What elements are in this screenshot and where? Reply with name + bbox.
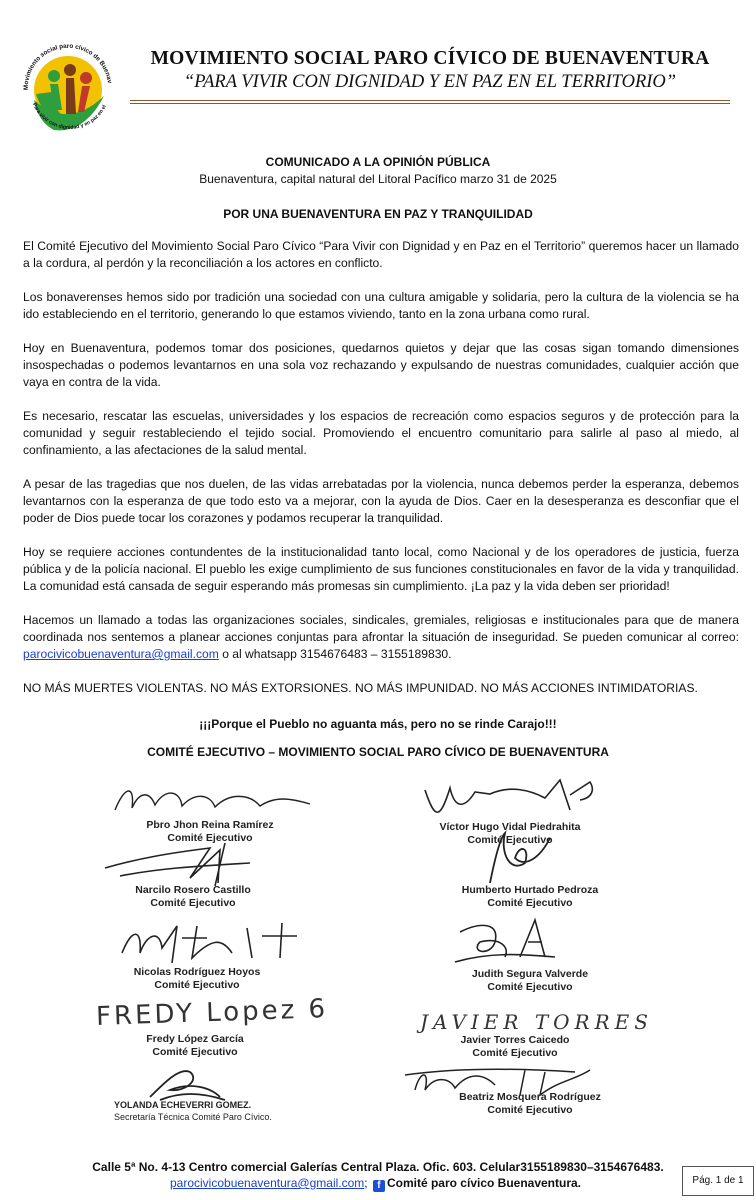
committee-heading: COMITÉ EJECUTIVO – MOVIMIENTO SOCIAL PARO CÍVICO DE BUENAVENTURA bbox=[147, 745, 609, 759]
org-title: MOVIMIENTO SOCIAL PARO CÍVICO DE BUENAVENTURA bbox=[150, 48, 710, 69]
org-subtitle: “PARA VIVIR CON DIGNIDAD Y EN PAZ EN EL TERRITORIO” bbox=[183, 72, 677, 92]
signatory-role: Comité Ejecutivo bbox=[154, 979, 240, 991]
logo-text-bottom: Para vivir con dignidad y en paz en el bbox=[30, 102, 108, 131]
movement-logo bbox=[14, 34, 122, 142]
communique-place-date: Buenaventura, capital natural del Litoral Pacífico marzo 31 de 2025 bbox=[199, 172, 557, 186]
paragraph: A pesar de las tragedias que nos duelen, de las vidas arrebatadas por la violencia, nunca debemos perder la esperanza, debemos levantarnos con la esperanza de que todo esto va a mejorar, con la ayuda de Dios. Caer en la desesperanza es desconfiar que el poder de Dios puede tocar los corazones y podamos recuperar la tranquilidad. bbox=[23, 477, 739, 525]
secretaria-block bbox=[114, 1099, 272, 1123]
signature-torres: JAVIER TORRES bbox=[420, 1010, 653, 1034]
signatory-block bbox=[108, 884, 278, 910]
signature-hurtado bbox=[470, 828, 560, 888]
signatory-name: Narcilo Rosero Castillo bbox=[135, 884, 251, 896]
signatory-name: Pbro Jhon Reina Ramírez bbox=[146, 819, 274, 831]
footer-email-link[interactable]: parocivicobuenaventura@gmail.com bbox=[170, 1176, 365, 1190]
secretaria-role: Secretaría Técnica Comité Paro Cívico. bbox=[114, 1112, 272, 1122]
signatory-role: Comité Ejecutivo bbox=[487, 1104, 573, 1116]
logo-text-top: Movimiento social paro cívico de Buenav bbox=[22, 42, 113, 91]
signatory-role: Comité Ejecutivo bbox=[167, 832, 253, 844]
communique-body bbox=[23, 238, 739, 714]
signature-rodriguez bbox=[112, 918, 312, 968]
page-number: Pág. 1 de 1 bbox=[682, 1166, 754, 1196]
signatory-name: Judith Segura Valverde bbox=[471, 968, 589, 980]
contact-email-link[interactable]: parocivicobuenaventura@gmail.com bbox=[23, 647, 219, 661]
paragraph: Los bonaverenses hemos sido por tradición una sociedad con una cultura amigable y solidaria, pero la cultura de la violencia se ha ido estableciendo en el territorio, generando lo que estamos viviendo, tanto en la zona urbana como rural. bbox=[23, 290, 739, 321]
closing-line: NO MÁS MUERTES VIOLENTAS. NO MÁS EXTORSIONES. NO MÁS IMPUNIDAD. NO MÁS ACCIONES INTIMIDATORIAS. bbox=[23, 681, 698, 695]
signatory-role: Comité Ejecutivo bbox=[487, 981, 573, 993]
signatory-name: Nicolas Rodríguez Hoyos bbox=[133, 966, 261, 978]
communique-heading: POR UNA BUENAVENTURA EN PAZ Y TRANQUILIDAD bbox=[223, 207, 533, 221]
signatory-block bbox=[440, 884, 620, 910]
footer-contact bbox=[170, 1176, 581, 1192]
signature-segura bbox=[450, 912, 560, 967]
header-divider-second bbox=[130, 103, 730, 104]
footer-facebook[interactable]: Comité paro cívico Buenaventura. bbox=[386, 1176, 582, 1190]
signatory-name: Humberto Hurtado Pedroza bbox=[461, 884, 599, 896]
signatory-role: Comité Ejecutivo bbox=[472, 1047, 558, 1059]
signatory-block bbox=[430, 1034, 600, 1060]
signature-rosero bbox=[100, 838, 270, 888]
signature-reina bbox=[110, 780, 320, 820]
signature-echeverri bbox=[140, 1062, 230, 1102]
signatory-block bbox=[440, 968, 620, 994]
signatory-role: Comité Ejecutivo bbox=[150, 897, 236, 909]
signatory-block bbox=[112, 966, 282, 992]
signatory-name: Fredy López García bbox=[146, 1033, 244, 1045]
signature-lopez: FREDY Lopez 6 bbox=[95, 993, 329, 1033]
signatory-name: Beatriz Mosquera Rodríguez bbox=[459, 1091, 601, 1103]
signatory-role: Comité Ejecutivo bbox=[152, 1046, 238, 1058]
signatory-name: Javier Torres Caicedo bbox=[460, 1034, 570, 1046]
signatory-name: Víctor Hugo Vidal Piedrahita bbox=[439, 821, 581, 833]
footer-separator: ; bbox=[364, 1176, 368, 1190]
paragraph: Es necesario, rescatar las escuelas, universidades y los espacios de recreación como espacios seguros y de protección para la comunidad y seguir restableciendo el tejido social. Promoviendo el encuentro comunitario para salirle al paso al miedo, al confinamiento, a las afectaciones de la salud mental. bbox=[23, 409, 739, 457]
signatory-role: Comité Ejecutivo bbox=[467, 834, 553, 846]
facebook-icon: f bbox=[373, 1180, 385, 1192]
signatory-block bbox=[430, 1091, 630, 1117]
contact-text: Hacemos un llamado a todas las organizaciones sociales, sindicales, gremiales, religiosas e institucionales para que de manera coordinada nos sentemos a planear acciones conjuntas para afrontar la situación de inseguridad. Se pueden comunicar al correo: bbox=[23, 613, 739, 644]
secretaria-name: YOLANDA ECHEVERRI GOMEZ. bbox=[114, 1100, 252, 1110]
paragraph: El Comité Ejecutivo del Movimiento Social Paro Cívico “Para Vivir con Dignidad y en Paz en el Territorio” queremos hacer un llamado a la cordura, al perdón y la reconciliación a los actores en conflicto. bbox=[23, 239, 739, 270]
slogan: ¡¡¡Porque el Pueblo no aguanta más, pero no se rinde Carajo!!! bbox=[199, 717, 557, 731]
paragraph: Hoy en Buenaventura, podemos tomar dos posiciones, quedarnos quietos y dejar que las cosas sigan tomando dimensiones insospechadas o podemos levantarnos en una sola voz rechazando y expulsando de nuestras comunidades, cualquier acción que vaya en contra de la vida. bbox=[23, 341, 739, 389]
paragraph: Hoy se requiere acciones contundentes de la institucionalidad tanto local, como Nacional y de los operadores de justicia, fuerza pública y de la policía nacional. El pueblo les exige cumplimiento de sus funciones constitucionales en favor de la vida y tranquilidad. La comunidad está cansada de seguir esperando más promesas sin cumplimiento. ¡La paz y la vida deben ser prioridad! bbox=[23, 545, 739, 593]
header-divider bbox=[130, 100, 730, 101]
contact-whatsapp: o al whatsapp 3154676483 – 3155189830. bbox=[222, 647, 452, 661]
communique-title: COMUNICADO A LA OPINIÓN PÚBLICA bbox=[265, 155, 491, 169]
signatory-block bbox=[110, 1033, 280, 1059]
footer-address: Calle 5ª No. 4-13 Centro comercial Galerías Central Plaza. Ofic. 603. Celular3155189830–3154676483. bbox=[92, 1160, 664, 1174]
contact-paragraph bbox=[23, 612, 739, 663]
signatory-role: Comité Ejecutivo bbox=[487, 897, 573, 909]
